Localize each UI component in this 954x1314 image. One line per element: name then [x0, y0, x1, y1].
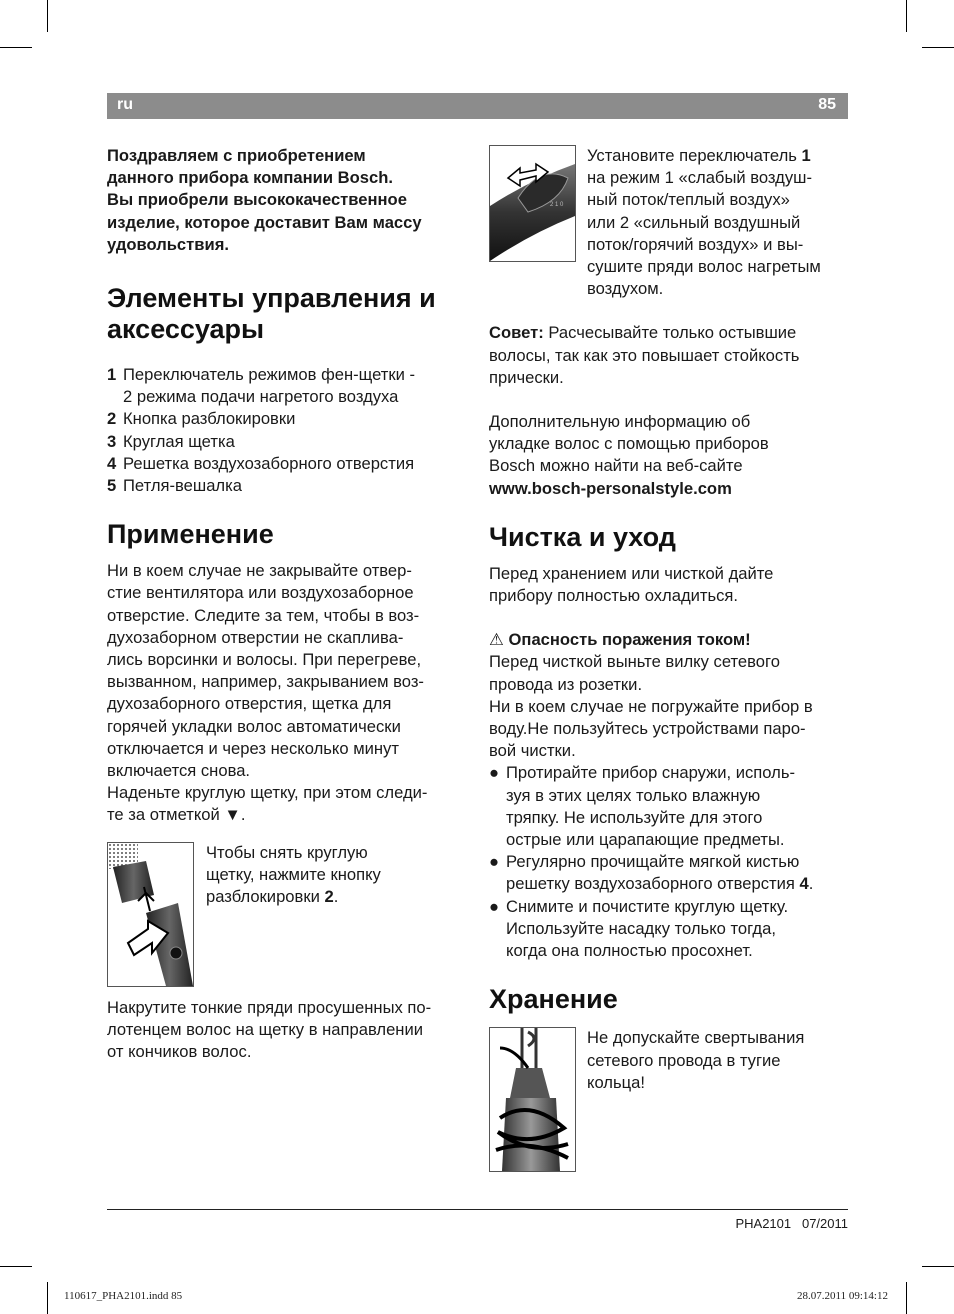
cleaning-heading: Чистка и уход: [489, 521, 676, 552]
switch-illustration: [489, 145, 576, 262]
website-link[interactable]: www.bosch-personalstyle.com: [489, 478, 732, 498]
list-item: 2 Кнопка разблокировки: [107, 409, 296, 429]
remove-brush-text: Чтобы снять круглую щетку, нажмите кнопку разблокировки 2.: [206, 842, 381, 907]
cleaning-bullets: [489, 762, 851, 962]
right-column: [489, 145, 851, 1172]
list-item: 4 Решетка воздухозаборного отверстия: [107, 453, 415, 473]
list-item: ● Регулярно прочищайте мягкой кистью решетку воздухозаборного отверстия 4.: [489, 852, 814, 894]
list-item: ● Протирайте прибор снаружи, исполь- зуя в этих целях только влажную тряпку. Не используйте для этого острые или царапающие предметы.: [489, 763, 795, 850]
warning-triangle-icon: ⚠: [489, 630, 504, 650]
info-text: Дополнительную информацию об укладке волос с помощью приборов Bosch можно найти на веб-сайте www.bosch-personalstyle.com: [489, 411, 851, 500]
list-item: 1 Переключатель режимов фен-щетки - 2 режима подачи нагретого воздуха: [107, 365, 416, 407]
crop-mark: [906, 0, 907, 32]
intro-line: данного прибора компании Bosch.: [107, 168, 393, 188]
page-number: 85: [818, 96, 836, 113]
list-item: 5 Петля-вешалка: [107, 476, 242, 496]
slug-file: 110617_PHA2101.indd 85: [64, 1290, 183, 1302]
controls-heading: Элементы управления и аксессуары: [107, 283, 436, 345]
language-code: ru: [117, 96, 133, 113]
edition-date: 07/2011: [801, 1216, 848, 1231]
footer-rule: [107, 1209, 848, 1210]
crop-mark: [47, 1282, 48, 1314]
model-number: PHA2101: [735, 1216, 792, 1231]
crop-mark: [906, 1282, 907, 1314]
crop-mark: [0, 47, 32, 48]
cleaning-text: Перед хранением или чисткой дайте прибору полностью охладиться.: [489, 563, 774, 606]
crop-mark: [922, 47, 954, 48]
storage-illustration: [489, 1027, 576, 1172]
usage-heading: Применение: [107, 519, 274, 550]
intro-line: изделие, которое доставит Вам массу: [107, 212, 422, 232]
brush-removal-illustration: [107, 842, 194, 987]
warning-block: ⚠ Опасность поражения током! Перед чисткой выньте вилку сетевого провода из розетки. Ни в коем случае не погружайте прибор в воду.Не пользуйтесь устройствами паро- вой чистки.: [489, 630, 813, 761]
list-item: ● Снимите и почистите круглую щетку. Используйте насадку только тогда, когда она полностью просохнет.: [489, 896, 789, 961]
controls-list: [107, 364, 469, 497]
intro-line: удовольствия.: [107, 234, 229, 254]
footer-info: [735, 1216, 848, 1231]
intro-line: Поздравляем с приобретением: [107, 146, 366, 165]
left-column: [107, 145, 469, 1063]
intro-text: [107, 145, 469, 256]
storage-heading: Хранение: [489, 984, 618, 1015]
tip-text: Совет: Расчесывайте только остывшие волосы, так как это повышает стойкость прически.: [489, 323, 800, 387]
wind-hair-text: Накрутите тонкие пряди просушенных по- лотенцем волос на щетку в направлении от кончиков волос.: [107, 997, 432, 1062]
list-item: 3 Круглая щетка: [107, 431, 235, 451]
header-bar: [107, 93, 848, 119]
usage-text: Ни в коем случае не закрывайте отвер- стие вентилятора или воздухозаборное отверстие. Следите за тем, чтобы в воз- духозаборном отверстии не скаплива- лись ворсинки и волосы. При перегреве, вызванном, например, закрыванием воз- духозаборного отверстия, щетка для горячей укладки волос автоматически отключается и через несколько минут включается снова. Наденьте круглую щетку, при этом следи- те за отметкой ▼.: [107, 561, 428, 825]
switch-text: Установите переключатель 1 на режим 1 «слабый воздуш- ный поток/теплый воздух» или 2 «сильный воздушный поток/горячий воздух» и вы- сушите пряди волос нагретым воздухом.: [587, 146, 821, 299]
crop-mark: [922, 1266, 954, 1267]
intro-line: Вы приобрели высококачественное: [107, 190, 407, 210]
storage-text: Не допускайте свертывания сетевого провода в тугие кольца!: [587, 1028, 805, 1092]
crop-mark: [0, 1266, 32, 1267]
crop-mark: [47, 0, 48, 32]
svg-text:2 1 0: 2 1 0: [550, 202, 564, 208]
slug-timestamp: 28.07.2011 09:14:12: [797, 1290, 888, 1302]
